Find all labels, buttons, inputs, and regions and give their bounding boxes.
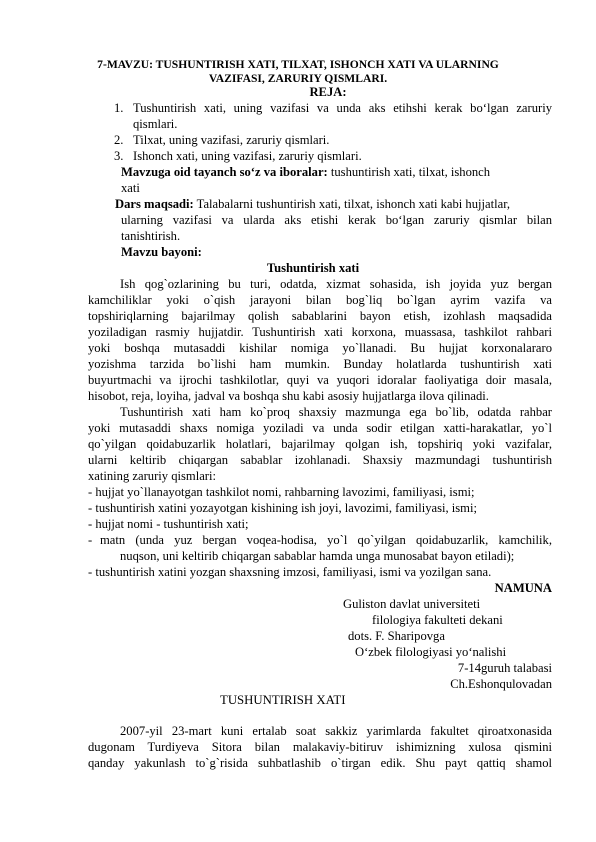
- addressee-line: 7-14guruh talabasi: [457, 661, 552, 675]
- addressee-line: dots. F. Sharipovga: [348, 629, 445, 643]
- plan-item-3-text: Ishonch xati, uning vazifasi, zaruriy qismlari.: [133, 149, 362, 163]
- purpose-text-line-2: ularning vazifasi va ularda aks etishi kerak bo‘lgan zaruriy qismlar bilan: [121, 213, 552, 227]
- keywords-text-cont: xati: [121, 181, 140, 195]
- keywords-line: [121, 165, 490, 180]
- addressee-line: O‘zbek filologiyasi yo‘nalishi: [355, 645, 507, 659]
- plan-item-3-number: 3.: [114, 149, 124, 163]
- parts-list-item-cont: nuqson, uni keltirib chiqargan sabablar hamda unga munosabat bayon etiladi);: [120, 549, 515, 563]
- parts-list-item: matn (unda yuz bergan voqea-hodisa, yo`l qo`yilgan qoidabuzarlik, kamchilik,: [100, 533, 552, 547]
- paragraph-1-line: buyurtmachi va ijrochi tashkilotlar, quyi va yuqori idoralar faoliyatiga doir masala,: [88, 373, 552, 387]
- document-title-line-1: 7-MAVZU: TUSHUNTIRISH XATI, TILXAT, ISHONCH XATI VA ULARNING: [97, 58, 499, 71]
- sample-text-line: dugonam Turdiyeva Sitora bilan malakaviy-bitiruv ishimizning xulosa qismini: [88, 740, 552, 754]
- parts-list-item: - hujjat yo`llanayotgan tashkilot nomi, rahbarning lavozimi, familiyasi, ismi;: [88, 485, 475, 499]
- plan-item-1-number: 1.: [114, 101, 124, 115]
- paragraph-2-line: ularni keltirib chiqargan sabablar izohlanadi. Shaxsiy mazmundagi tushuntirish: [88, 453, 552, 467]
- plan-item-1-text-cont: qismlari.: [133, 117, 178, 131]
- paragraph-1-line: yoki boshqa mutasaddi kishilar nomiga yo`llanadi. Bu hujjat korxonalararo: [88, 341, 552, 355]
- addressee-line: Guliston davlat universiteti: [343, 597, 481, 611]
- body-heading: Mavzu bayoni:: [121, 245, 202, 259]
- keywords-text: tushuntirish xati, tilxat, ishonch: [330, 165, 491, 179]
- document-title-line-2: VAZIFASI, ZARURIY QISMLARI.: [208, 72, 388, 85]
- keywords-label: Mavzuga oid tayanch so‘z va iboralar:: [121, 165, 328, 179]
- paragraph-2-line: qo`yilgan qoidabuzarlik holatlari, bajarilmay qolgan ish, topshiriq yoki vazifalar,: [88, 437, 552, 451]
- parts-list-item: - tushuntirish xatini yozgan shaxsning imzosi, familiyasi, ismi va yozilgan sana.: [88, 565, 492, 579]
- plan-item-1-text: Tushuntirish xati, uning vazifasi va unda aks etihshi kerak bo‘lgan zaruriy: [133, 101, 552, 115]
- purpose-text: Talabalarni tushuntirish xati, tilxat, ishonch xati kabi hujjatlar,: [196, 197, 511, 211]
- purpose-text-line-3: tanishtirish.: [121, 229, 181, 243]
- paragraph-2-line: xatining zaruriy qismlari:: [88, 469, 217, 483]
- paragraph-1-line: kamchiliklar yoki o`qish jarayoni bilan bog`liq bo`lgan ayrim vazifa va: [88, 293, 552, 307]
- parts-list-item-dash: -: [88, 533, 93, 547]
- paragraph-1-line: Ish qog`ozlarining bu turi, odatda, xizmat sohasida, ish joyida yuz bergan: [120, 277, 552, 291]
- section-heading: Tushuntirish xati: [266, 261, 360, 275]
- addressee-line: Ch.Eshonqulovadan: [450, 677, 552, 691]
- plan-item-2-text: Tilxat, uning vazifasi, zaruriy qismlari.: [133, 133, 330, 147]
- plan-heading: REJA:: [309, 85, 347, 99]
- paragraph-1-line: yoziladigan rasmiy hujjatdir. Tushuntirish xati korxona, muassasa, tashkilot rahbari: [88, 325, 552, 339]
- paragraph-1-line: yozishma tarzida bo`lishi ham mumkin. Bunday holatlarda tushuntirish xati: [88, 357, 552, 371]
- parts-list-item: - tushuntirish xatini yozayotgan kishining ish joyi, lavozimi, familiyasi, ismi;: [88, 501, 477, 515]
- paragraph-2-line: Tushuntirish xati ham ko`proq shaxsiy mazmunga ega bo`lib, odatda rahbar: [120, 405, 552, 419]
- paragraph-2-line: yoki mutasaddi shaxs nomiga yoziladi va unda sodir etilgan xatti-harakatlar, yo`l: [88, 421, 552, 435]
- paragraph-1-line: hisobot, reja, loyiha, jadval va boshqa shu kabi asosiy hujjatlarga ilova qilinadi.: [88, 389, 489, 403]
- paragraph-1-line: topshiriqlarning bajarilmay qolish sabablarini bayon etish, izohlash maqsadida: [88, 309, 552, 323]
- addressee-line: filologiya fakulteti dekani: [372, 613, 503, 627]
- purpose-label: Dars maqsadi:: [115, 197, 194, 211]
- sample-label: NAMUNA: [494, 581, 552, 595]
- plan-item-2-number: 2.: [114, 133, 124, 147]
- purpose-line: [115, 197, 510, 212]
- sample-text-line: 2007-yil 23-mart kuni ertalab soat sakkiz yarimlarda fakultet qiroatxonasida: [120, 724, 552, 738]
- sample-document-title: TUSHUNTIRISH XATI: [220, 693, 346, 707]
- parts-list-item: - hujjat nomi - tushuntirish xati;: [88, 517, 249, 531]
- sample-text-line: qanday yakunlash to`g`risida suhbatlashib o`tirgan edik. Shu payt qattiq shamol: [88, 756, 552, 770]
